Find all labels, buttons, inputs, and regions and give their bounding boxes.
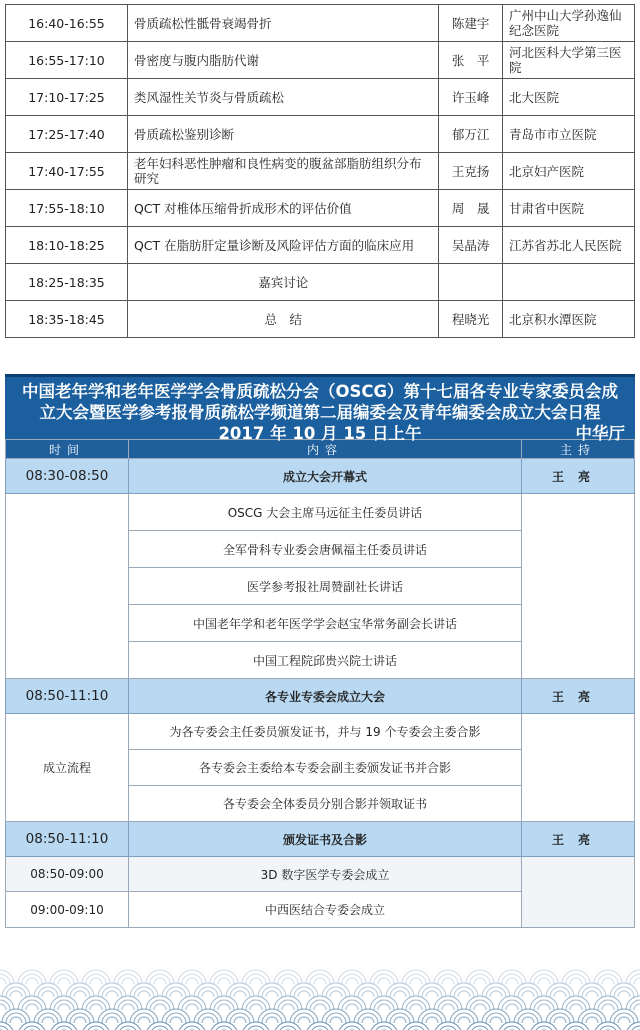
row-topic: 类风湿性关节炎与骨质疏松 <box>127 79 438 116</box>
row-content: 3D 数字医学专委会成立 <box>129 857 522 892</box>
item-content: 各专委会全体委员分别合影并领取证书 <box>129 786 522 822</box>
row-hospital: 河北医科大学第三医院 <box>502 42 634 79</box>
item-content: 中国老年学和老年医学学会赵宝华常务副会长讲话 <box>129 605 522 642</box>
title-line-2: 立大会暨医学参考报骨质疏松学频道第二届编委会及青年编委会成立大会日程 <box>39 403 601 422</box>
table-row <box>6 116 635 153</box>
table-row <box>6 227 635 264</box>
row-time: 18:35-18:45 <box>6 301 128 338</box>
item-content: 各专委会主委给本专委会副主委颁发证书并合影 <box>129 750 522 786</box>
table-row <box>6 42 635 79</box>
row-speaker: 许玉峰 <box>439 79 503 116</box>
col-time: 时间 <box>6 440 129 459</box>
row-hospital: 广州中山大学孙逸仙纪念医院 <box>502 5 634 42</box>
row-time: 18:10-18:25 <box>6 227 128 264</box>
band-title: 成立大会开幕式 <box>129 459 522 494</box>
col-host: 主持 <box>522 440 635 459</box>
list-item <box>6 494 635 531</box>
row-hospital: 甘肃省中医院 <box>502 190 634 227</box>
empty-host-cell <box>522 494 635 679</box>
row-speaker: 吴晶涛 <box>439 227 503 264</box>
row-hospital <box>502 264 634 301</box>
list-item <box>6 714 635 750</box>
schedule-table <box>5 439 635 928</box>
band-time: 08:30-08:50 <box>6 459 129 494</box>
row-time: 16:55-17:10 <box>6 42 128 79</box>
band-committees <box>6 679 635 714</box>
row-time: 17:55-18:10 <box>6 190 128 227</box>
row-time: 17:10-17:25 <box>6 79 128 116</box>
row-time: 17:25-17:40 <box>6 116 128 153</box>
row-hospital: 江苏省苏北人民医院 <box>502 227 634 264</box>
row-hospital: 北大医院 <box>502 79 634 116</box>
table-row <box>6 153 635 190</box>
row-topic: 骨密度与腹内脂肪代谢 <box>127 42 438 79</box>
schedule-title <box>5 374 635 443</box>
item-content: 中国工程院邱贵兴院士讲话 <box>129 642 522 679</box>
band-opening <box>6 459 635 494</box>
item-content: 为各专委会主任委员颁发证书，并与 19 个专委会主委合影 <box>129 714 522 750</box>
col-content: 内容 <box>129 440 522 459</box>
opening-ceremony-schedule <box>5 374 635 928</box>
band-host: 王亮 <box>522 679 635 714</box>
empty-time-cell <box>6 494 129 679</box>
table-row <box>6 301 635 338</box>
schedule-date: 2017 年 10 月 15 日上午 <box>218 424 422 443</box>
row-hospital: 青岛市市立医院 <box>502 116 634 153</box>
table-row <box>6 264 635 301</box>
table-row <box>6 79 635 116</box>
row-speaker: 周 晟 <box>439 190 503 227</box>
band-time: 08:50-11:10 <box>6 822 129 857</box>
band-time: 08:50-11:10 <box>6 679 129 714</box>
band-title: 各专业专委会成立大会 <box>129 679 522 714</box>
row-speaker: 郁万江 <box>439 116 503 153</box>
title-line-1: 中国老年学和老年医学学会骨质疏松分会（OSCG）第十七届各专业专家委员会成 <box>21 382 619 401</box>
table-row <box>6 190 635 227</box>
band-title: 颁发证书及合影 <box>129 822 522 857</box>
row-topic: 骨质疏松鉴别诊断 <box>127 116 438 153</box>
schedule-hall: 中华厅 <box>575 424 625 443</box>
row-time: 08:50-09:00 <box>6 857 129 892</box>
empty-host-cell <box>522 857 635 928</box>
row-time: 17:40-17:55 <box>6 153 128 190</box>
item-content: 医学参考报社周赞副社长讲话 <box>129 568 522 605</box>
row-speaker: 张 平 <box>439 42 503 79</box>
wave-decoration <box>0 960 640 1030</box>
row-speaker: 陈建宇 <box>439 5 503 42</box>
row-speaker: 程晓光 <box>439 301 503 338</box>
band-host: 王亮 <box>522 459 635 494</box>
row-hospital: 北京妇产医院 <box>502 153 634 190</box>
row-speaker <box>439 264 503 301</box>
row-hospital: 北京积水潭医院 <box>502 301 634 338</box>
item-content: 全军骨科专业委会唐佩福主任委员讲话 <box>129 531 522 568</box>
band-certificates <box>6 822 635 857</box>
row-topic: 老年妇科恶性肿瘤和良性病变的腹盆部脂肪组织分布研究 <box>127 153 438 190</box>
row-topic: QCT 对椎体压缩骨折成形术的评估价值 <box>127 190 438 227</box>
row-topic: 骨质疏松性骶骨衰竭骨折 <box>127 5 438 42</box>
row-topic: QCT 在脂肪肝定量诊断及风险评估方面的临床应用 <box>127 227 438 264</box>
table-row <box>6 857 635 892</box>
row-time: 16:40-16:55 <box>6 5 128 42</box>
row-time: 18:25-18:35 <box>6 264 128 301</box>
item-content: OSCG 大会主席马远征主任委员讲话 <box>129 494 522 531</box>
row-speaker: 王克扬 <box>439 153 503 190</box>
band-host: 王亮 <box>522 822 635 857</box>
table-row <box>6 5 635 42</box>
row-time: 09:00-09:10 <box>6 892 129 928</box>
empty-host-cell <box>522 714 635 822</box>
row-topic: 总 结 <box>127 301 438 338</box>
process-label: 成立流程 <box>6 714 129 822</box>
row-topic: 嘉宾讨论 <box>127 264 438 301</box>
top-schedule-table <box>5 4 635 338</box>
row-content: 中西医结合专委会成立 <box>129 892 522 928</box>
